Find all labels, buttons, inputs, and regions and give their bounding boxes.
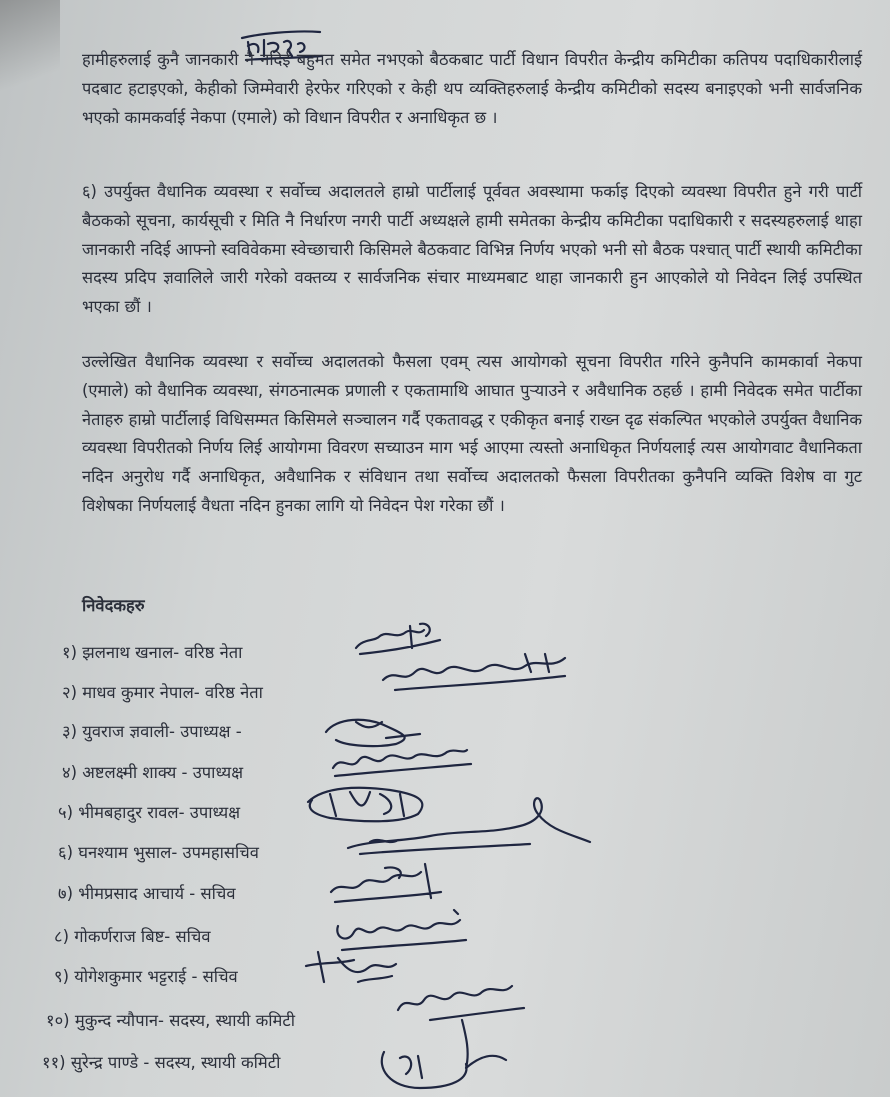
paragraph-conclusion: उल्लेखित वैधानिक व्यवस्था र सर्वोच्च अदालतको फैसला एवम् त्यस आयोगको सूचना विपरीत गरिने कुनैपनि कामकार्वा नेकपा (एमाले) को वैधानिक व्यवस्था, संगठनात्मक प्रणाली र एकतामाथि आघात पुर्‍याउने र अवैधानिक ठहर्छ । हामी निवेदक समेत पार्टीका नेताहरु हाम्रो पार्टीलाई विधिसम्मत किसिमले सञ्चालन गर्दै एकतावद्ध र एकीकृत बनाई राख्न दृढ संकल्पित भएकोले उपर्युक्त वैधानिक व्यवस्था विपरीतको निर्णय लिई आयोगमा विवरण सच्याउन माग भई आएमा त्यस्तो अनाधिकृत निर्णयलाई त्यस आयोगवाट वैधानिकता नदिन अनुरोध गर्दै अनाधिकृत, अवैधानिक र संविधान तथा सर्वोच्च अदालतको फैसला विपरीतका कुनैपनि व्यक्ति विशेष वा गुट विशेषका निर्णयलाई वैधता नदिन हुनका लागि यो निवेदन पेश गरेका छौं । — [82, 352, 862, 515]
list-item: १०) मुकुन्द न्यौपान- सदस्य, स्थायी कमिटी — [46, 1011, 295, 1030]
list-item: ५) भीमबहादुर रावल- उपाध्यक्ष — [58, 803, 241, 822]
list-item: ४) अष्टलक्ष्मी शाक्य - उपाध्यक्ष — [62, 763, 244, 782]
page-shadow-edge — [0, 0, 60, 110]
list-item: ११) सुरेन्द्र पाण्डे - सदस्य, स्थायी कमिटी — [42, 1053, 281, 1072]
list-item: ७) भीमप्रसाद आचार्य - सचिव — [58, 884, 236, 903]
signature-7 — [325, 858, 445, 908]
list-item: ३) युवराज ज्ञवाली- उपाध्यक्ष - — [62, 722, 242, 741]
list-item: १) झलनाथ खनाल- वरिष्ठ नेता — [62, 643, 243, 662]
paragraph-continuation: हामीहरुलाई कुनै जानकारी नै नदिई बहुमत समेत नभएको बैठकबाट पार्टी विधान विपरीत केन्द्रीय कमिटीका कतिपय पदाधिकारीलाई पदबाट हटाइएको, केहीको जिम्मेवारी हेरफेर गरिएको र केही थप व्यक्तिहरुलाई केन्द्रीय कमिटीको सदस्य बनाइएको भनी सार्वजनिक भएको कामकर्वाई नेकपा (एमाले) को विधान विपरीत र अनाधिकृत छ । — [82, 50, 862, 127]
list-item: ६) घनश्याम भुसाल- उपमहासचिव — [58, 843, 259, 862]
signature-6 — [340, 790, 600, 862]
list-item: ८) गोकर्णराज बिष्ट- सचिव — [54, 927, 211, 946]
list-item: २) माधव कुमार नेपाल- वरिष्ठ नेता — [62, 683, 263, 702]
paragraph-6: ६) उपर्युक्त वैधानिक व्यवस्था र सर्वोच्च अदालतले हाम्रो पार्टीलाई पूर्ववत अवस्थामा फर्काइ दिएको व्यवस्था विपरीत हुने गरी पार्टी बैठकको सूचना, कार्यसूची र मिति नै निर्धारण नगरी पार्टी अध्यक्षले हामी समेतका केन्द्रीय कमिटीका पदाधिकारी र सदस्यहरुलाई थाहा जानकारी नदिई आफ्नो स्वविवेकमा स्वेच्छाचारी किसिमले बैठकवाट विभिन्न निर्णय भएको भनी सो बैठक पश्चात् पार्टी स्थायी कमिटीका सदस्य प्रदिप ज्ञवालिले जारी गरेको वक्तव्य र सार्वजनिक संचार माध्यमबाट थाहा जानकारी हुन आएकोले यो निवेदन लिई उपस्थित भएका छौं । — [82, 182, 862, 317]
signature-11 — [370, 1012, 530, 1092]
petitioners-heading: निवेदकहरु — [82, 596, 145, 615]
signature-4 — [325, 742, 475, 782]
list-item: ९) योगेशकुमार भट्टराई - सचिव — [54, 967, 238, 986]
